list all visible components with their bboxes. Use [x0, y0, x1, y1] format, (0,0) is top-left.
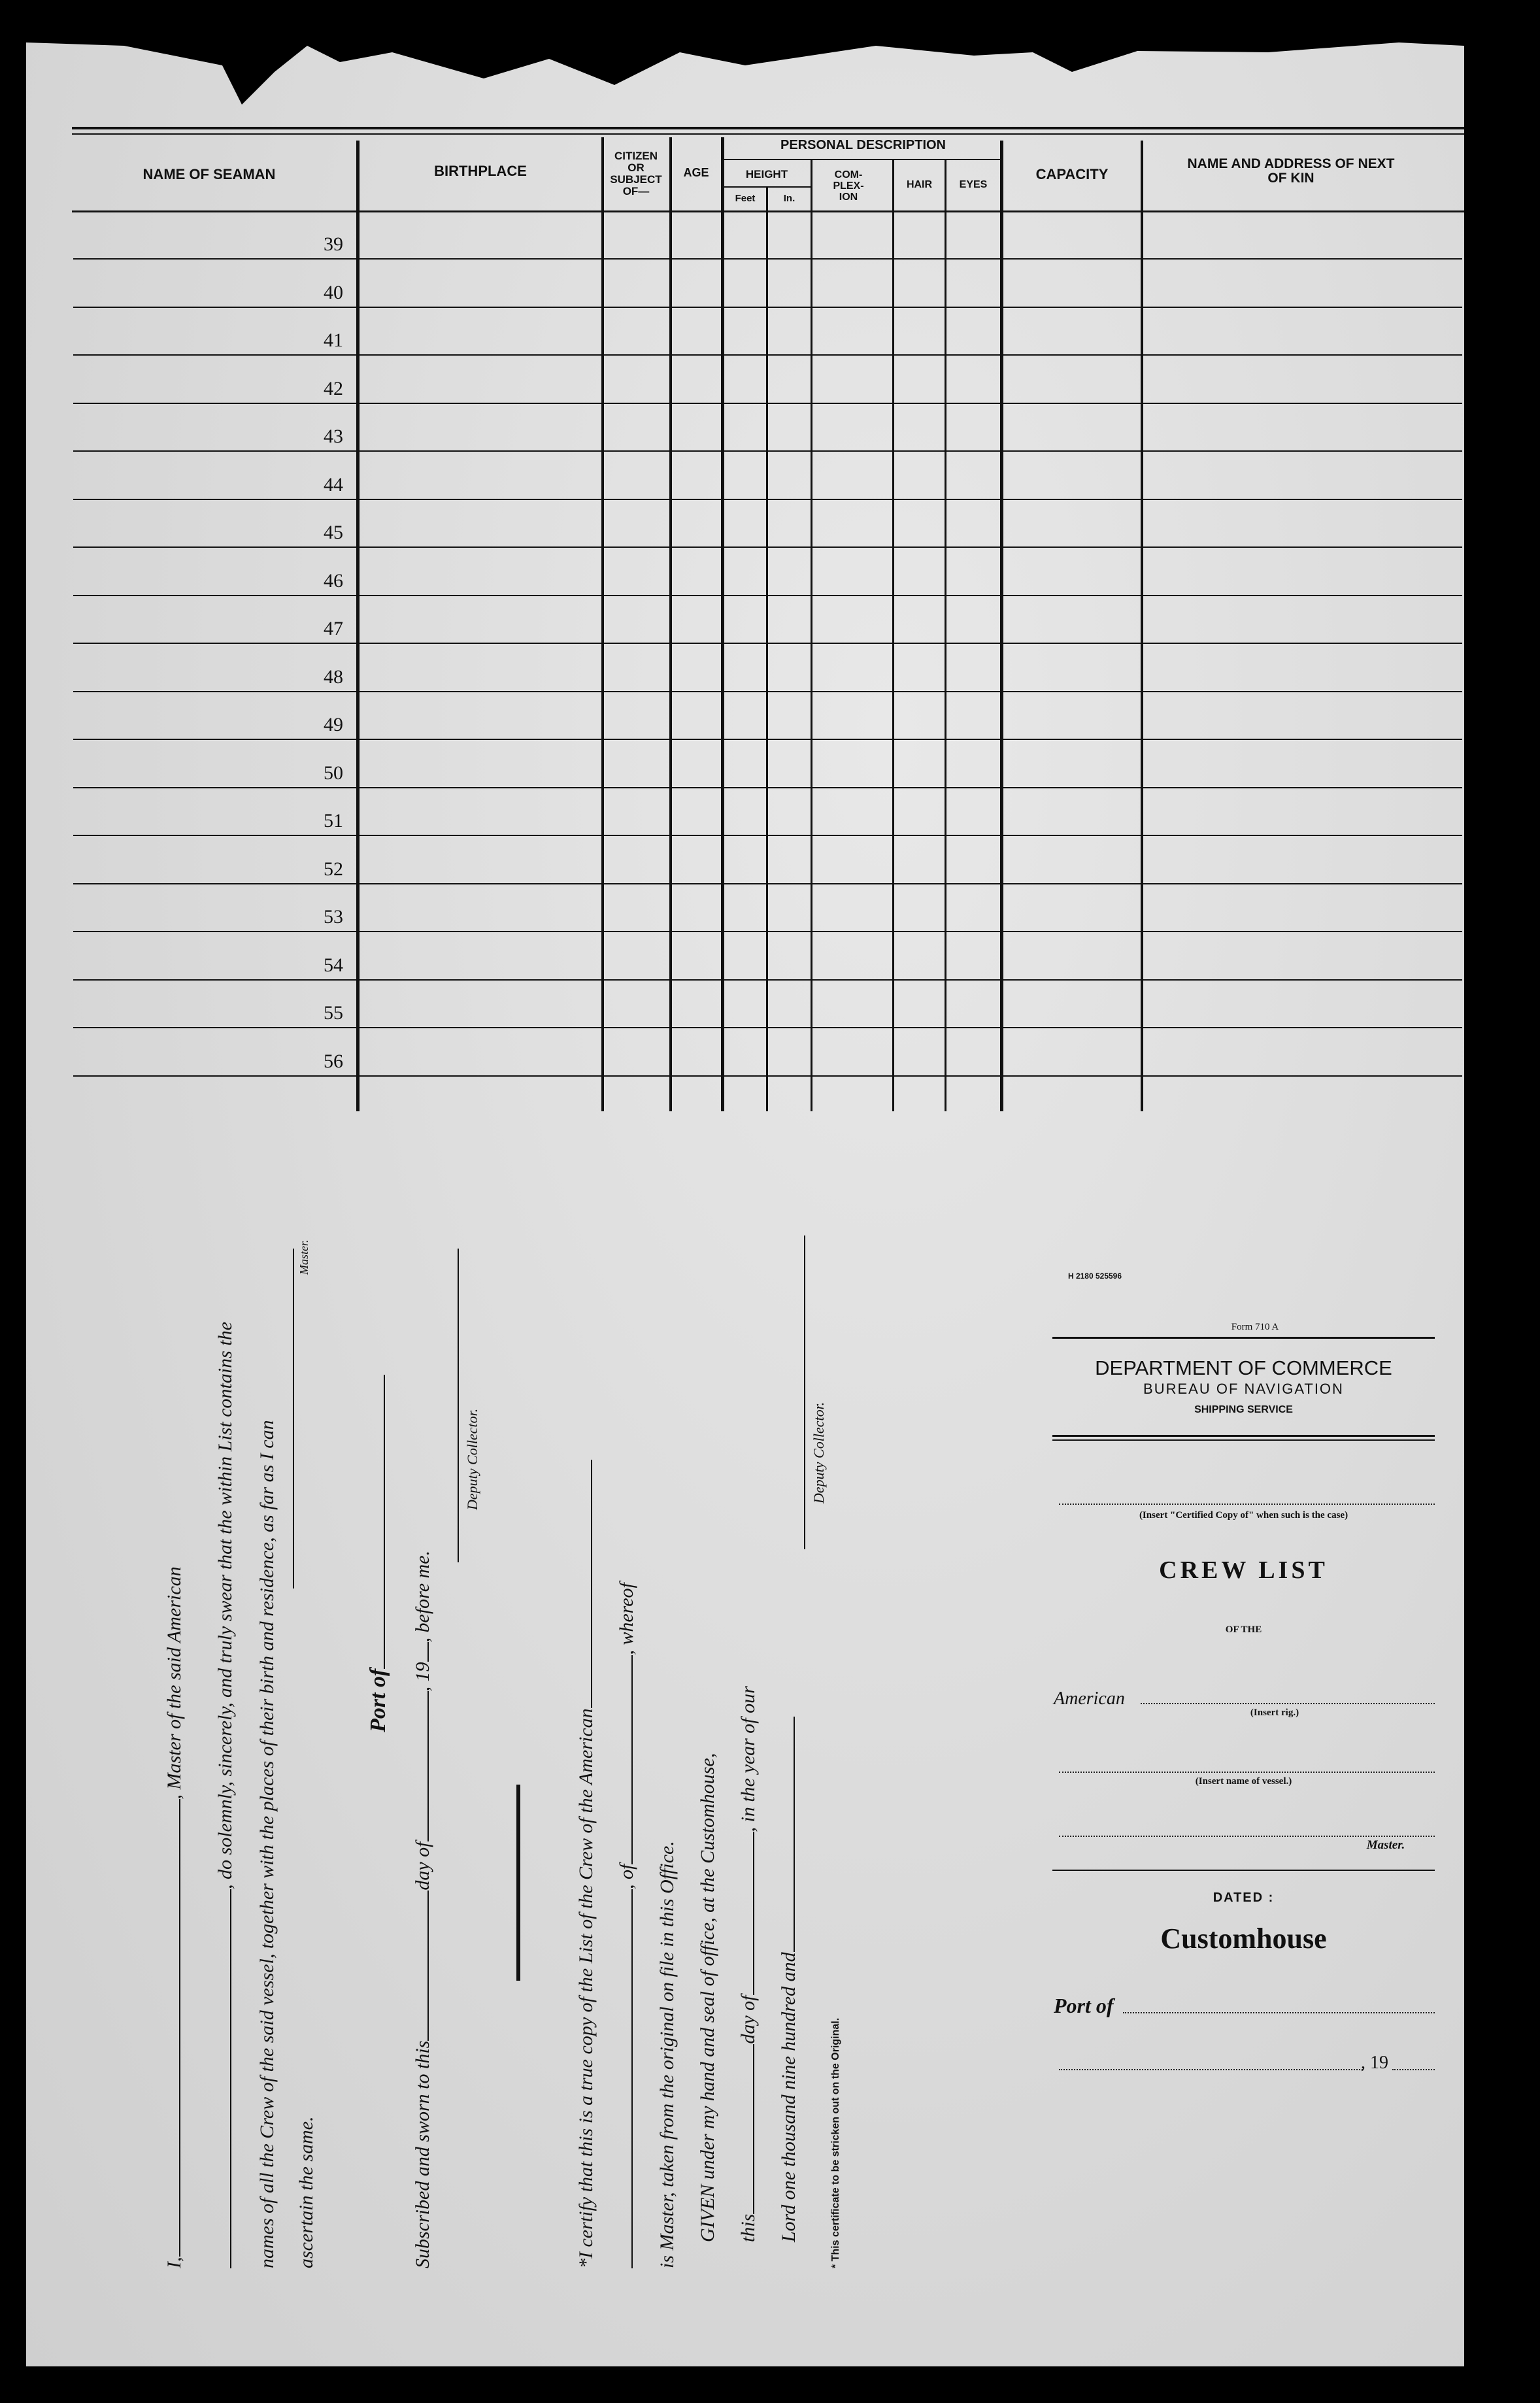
- header-inches: In.: [783, 193, 795, 204]
- header-citizen: CITIZEN OR SUBJECT OF—: [610, 150, 662, 197]
- header-age: AGE: [683, 166, 709, 179]
- cert-line-5: thisday of, in the year of our: [737, 1686, 759, 2242]
- oath-master-label: Master.: [297, 1239, 310, 1275]
- header-hair: HAIR: [906, 179, 933, 190]
- header-feet: Feet: [735, 193, 756, 204]
- header-next-of-kin: NAME AND ADDRESS OF NEXT OF KIN: [1187, 156, 1395, 186]
- american-label: American: [1054, 1689, 1125, 1709]
- row-number: 55: [324, 1002, 343, 1024]
- oath-and-certificate: [150, 1235, 1000, 2281]
- row-number: 41: [324, 329, 343, 351]
- department-title: DEPARTMENT OF COMMERCE: [1095, 1356, 1392, 1379]
- row-number: 42: [324, 378, 343, 399]
- print-code: H 2180 525596: [1067, 1271, 1122, 1281]
- torn-edge: [26, 26, 1464, 157]
- cert-line-1: *I certify that this is a true copy of the List of the Crew of the American: [575, 1460, 597, 2268]
- cert-deputy-collector: Deputy Collector.: [811, 1402, 827, 1504]
- dated-label: DATED :: [1213, 1890, 1275, 1905]
- form-number: Form 710 A: [1231, 1322, 1279, 1332]
- cert-line-6: Lord one thousand nine hundred and: [778, 1717, 800, 2242]
- row-number: 39: [324, 233, 343, 255]
- row-number: 56: [324, 1050, 343, 1072]
- header-capacity: CAPACITY: [1035, 166, 1109, 182]
- insert-vessel-note: (Insert name of vessel.): [1195, 1776, 1292, 1787]
- oath-line-4: ascertain the same.: [295, 2116, 317, 2268]
- cert-line-2: , of, whereof: [616, 1583, 638, 2268]
- row-number: 50: [324, 762, 343, 784]
- oath-line-3: names of all the Crew of the said vessel, together with the places of their birth and residence, as far as I can: [256, 1420, 278, 2268]
- oath-line-2: , do solemnly, sincerely, and truly swear that the within List contains the: [214, 1322, 237, 2268]
- row-number: 40: [324, 282, 343, 303]
- row-number: 52: [324, 858, 343, 880]
- bureau-title: BUREAU OF NAVIGATION: [1143, 1381, 1344, 1397]
- master-label: Master.: [1366, 1838, 1405, 1852]
- oath-subscribed: Subscribed and sworn to thisday of, 19, before me.: [412, 1550, 433, 2268]
- year-label: , 19: [1361, 2053, 1388, 2073]
- oath-port-of: Port of: [366, 1375, 391, 1732]
- cert-line-3: is Master, taken from the original on file in this Office.: [656, 1841, 678, 2268]
- row-number: 46: [324, 570, 343, 592]
- oath-deputy-collector: Deputy Collector.: [464, 1408, 480, 1510]
- row-number: 43: [324, 426, 343, 447]
- port-of-label: Port of: [1054, 1994, 1114, 2017]
- of-the-label: OF THE: [1225, 1624, 1262, 1635]
- service-title: SHIPPING SERVICE: [1194, 1404, 1293, 1415]
- header-complexion: COM- PLEX- ION: [833, 169, 864, 203]
- oath-line-1: I,, Master of the said American: [163, 1566, 185, 2268]
- customhouse-title: Customhouse: [1160, 1923, 1327, 1955]
- row-number: 48: [324, 666, 343, 688]
- row-number: 49: [324, 714, 343, 735]
- row-number: 44: [324, 474, 343, 496]
- row-number: 51: [324, 810, 343, 832]
- header-birthplace: BIRTHPLACE: [434, 163, 527, 179]
- row-number: 47: [324, 618, 343, 639]
- header-personal-description: PERSONAL DESCRIPTION: [780, 138, 946, 152]
- insert-rig-note: (Insert rig.): [1250, 1707, 1299, 1718]
- row-number: 45: [324, 522, 343, 543]
- crew-list-title: CREW LIST: [1159, 1556, 1328, 1584]
- header-height: HEIGHT: [745, 168, 788, 180]
- header-name-of-seaman: NAME OF SEAMAN: [142, 166, 276, 182]
- row-number: 53: [324, 906, 343, 928]
- insert-certified-note: (Insert "Certified Copy of" when such is the case): [1139, 1510, 1348, 1521]
- row-number: 54: [324, 954, 343, 976]
- cert-line-4: GIVEN under my hand and seal of office, at the Customhouse,: [697, 1753, 718, 2242]
- cert-footnote: * This certificate to be stricken out on the Original.: [830, 2017, 841, 2268]
- header-eyes: EYES: [959, 179, 988, 190]
